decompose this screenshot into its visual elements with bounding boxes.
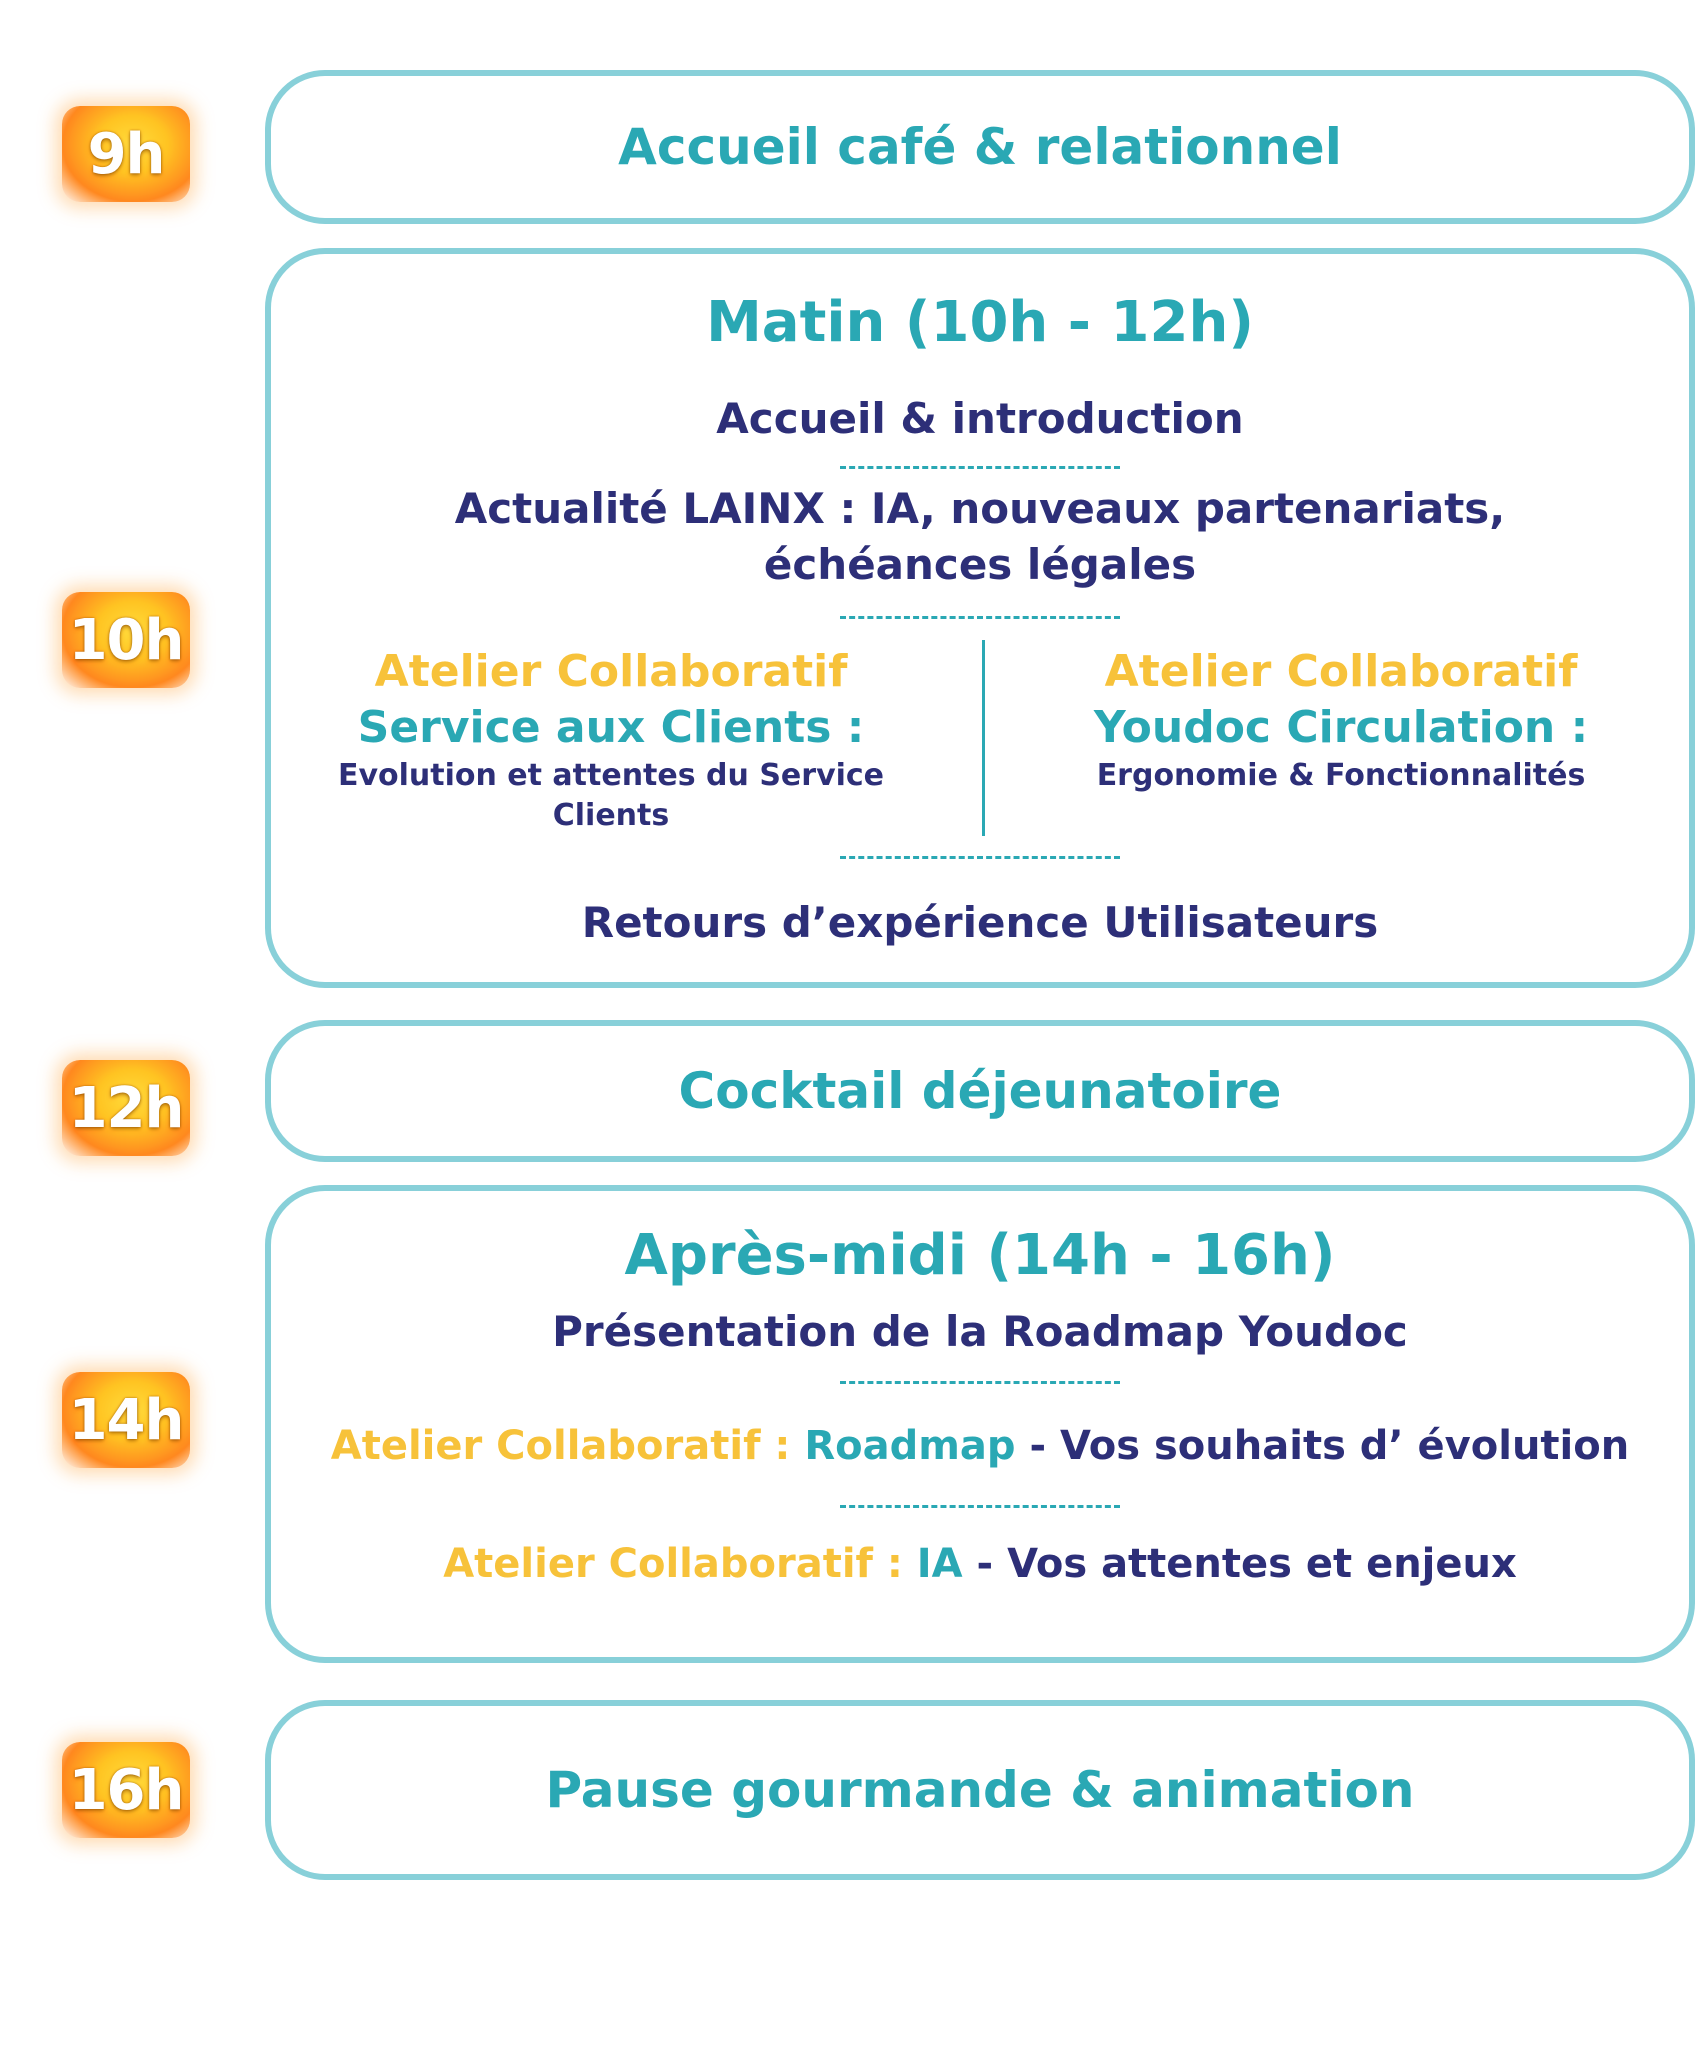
roadmap-workshop <box>271 1423 1689 1469</box>
morning-feedback: Retours d’expérience Utilisateurs <box>581 898 1379 947</box>
news-line-1: Actualité LAINX : IA, nouveaux partenariats, <box>454 484 1506 533</box>
afternoon-box <box>265 1185 1695 1663</box>
time-label: 10h <box>68 607 184 673</box>
morning-intro: Accueil & introduction <box>716 394 1244 443</box>
welcome-box <box>265 70 1695 224</box>
welcome-title: Accueil café & relationnel <box>618 118 1342 176</box>
ia-workshop-suffix: - Vos attentes et enjeux <box>962 1541 1517 1587</box>
time-label: 14h <box>68 1387 184 1453</box>
workshop-left-heading: Atelier Collaboratif <box>374 646 848 697</box>
ia-workshop <box>271 1541 1689 1587</box>
time-badge-12h <box>62 1060 190 1156</box>
time-badge-16h <box>62 1742 190 1838</box>
workshop-right <box>1046 644 1636 796</box>
roadmap-workshop-topic: Roadmap <box>790 1423 1016 1469</box>
roadmap-workshop-prefix: Atelier Collaboratif : <box>330 1423 791 1469</box>
news-line-2: échéances légales <box>763 540 1197 589</box>
workshop-left-desc-1: Evolution et attentes du Service <box>337 758 885 793</box>
break-title: Pause gourmande & animation <box>545 1761 1415 1819</box>
workshop-left-topic: Service aux Clients : <box>357 702 865 753</box>
time-badge-14h <box>62 1372 190 1468</box>
divider <box>271 856 1689 859</box>
lunch-box <box>265 1020 1695 1162</box>
workshop-right-desc: Ergonomie & Fonctionnalités <box>1096 758 1586 793</box>
workshop-right-topic: Youdoc Circulation : <box>1093 702 1589 753</box>
divider <box>271 1505 1689 1508</box>
morning-title: Matin (10h - 12h) <box>706 290 1254 355</box>
divider <box>271 616 1689 619</box>
workshop-separator <box>982 640 985 836</box>
break-box <box>265 1700 1695 1880</box>
time-badge-9h <box>62 106 190 202</box>
divider <box>271 466 1689 469</box>
time-label: 12h <box>68 1075 184 1141</box>
divider <box>271 1381 1689 1384</box>
time-label: 16h <box>68 1757 184 1823</box>
roadmap-workshop-suffix: - Vos souhaits d’ évolution <box>1015 1423 1630 1469</box>
ia-workshop-topic: IA <box>902 1541 963 1587</box>
lunch-title: Cocktail déjeunatoire <box>678 1062 1282 1120</box>
afternoon-title: Après-midi (14h - 16h) <box>624 1223 1336 1288</box>
time-label: 9h <box>87 121 165 187</box>
ia-workshop-prefix: Atelier Collaboratif : <box>443 1541 903 1587</box>
afternoon-presentation: Présentation de la Roadmap Youdoc <box>552 1307 1408 1356</box>
workshop-left <box>321 644 901 836</box>
time-badge-10h <box>62 592 190 688</box>
workshop-right-heading: Atelier Collaboratif <box>1104 646 1578 697</box>
workshop-left-desc-2: Clients <box>552 798 670 833</box>
morning-box <box>265 248 1695 988</box>
